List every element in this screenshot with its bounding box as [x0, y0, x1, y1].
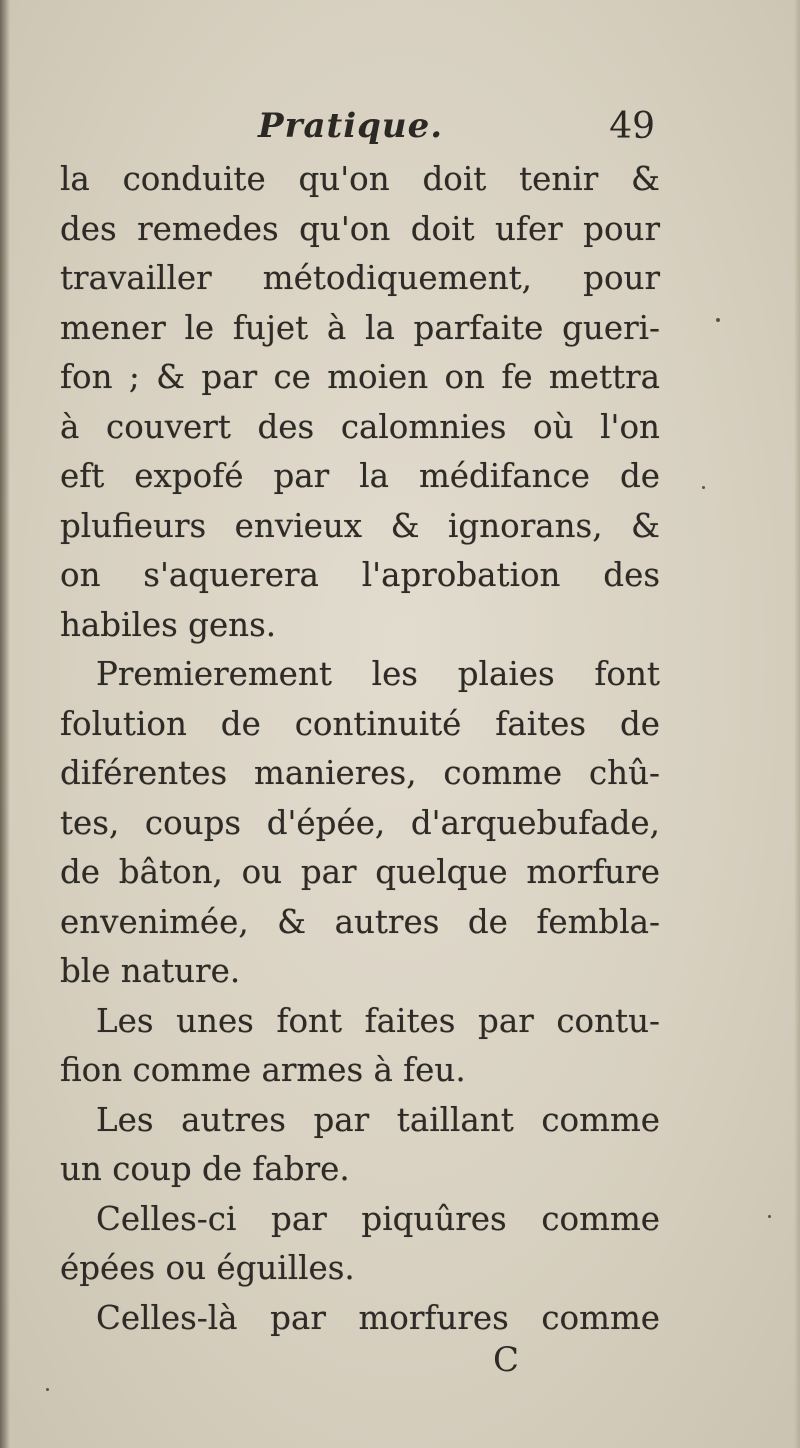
page-header — [60, 106, 655, 156]
page-gutter-shadow — [0, 0, 10, 1448]
text-line: à couvert des calomnies où l'on — [60, 407, 660, 446]
text-line: de bâton, ou par quelque morfure — [60, 853, 660, 891]
text-line: fon ; & par ce moien on fe mettra — [60, 358, 660, 396]
paper-speck — [702, 486, 705, 489]
text-line: des remedes qu'on doit ufer pour — [60, 209, 660, 248]
page-number: 49 — [609, 106, 655, 147]
text-line: tes, coups d'épée, d'arquebufade, — [60, 803, 660, 842]
paper-speck — [768, 1215, 771, 1218]
text-line: Premierement les plaies font — [96, 655, 660, 693]
text-line: Les unes font faites par contu- — [96, 1001, 660, 1040]
paper-speck — [46, 1388, 49, 1391]
body-text — [60, 155, 660, 1343]
text-line: envenimée, & autres de fembla- — [60, 902, 660, 941]
page-edge — [794, 0, 800, 1448]
paper-speck — [716, 318, 720, 322]
text-line: un coup de fabre. — [60, 1150, 350, 1188]
text-line: on s'aquerera l'aprobation des — [60, 556, 660, 594]
text-line: Les autres par taillant comme — [96, 1100, 660, 1139]
text-line: eft expofé par la médifance de — [60, 457, 660, 495]
text-line: habiles gens. — [60, 605, 277, 644]
text-line: plufieurs envieux & ignorans, & — [60, 506, 660, 545]
text-line: Celles-là par morfures comme — [96, 1298, 660, 1337]
text-line: la conduite qu'on doit tenir & — [60, 160, 660, 198]
text-line: Celles-ci par piquûres comme — [96, 1199, 660, 1238]
text-line: fion comme armes à feu. — [60, 1051, 466, 1089]
text-line: ble nature. — [60, 952, 241, 990]
text-line: diférentes manieres, comme chû- — [60, 754, 660, 792]
signature-mark: C — [493, 1340, 520, 1380]
text-line: folution de continuité faites de — [60, 704, 660, 743]
text-line: travailler métodiquement, pour — [60, 259, 660, 297]
text-line: épées ou éguilles. — [60, 1249, 355, 1287]
running-head: Pratique. — [258, 106, 444, 146]
text-line: mener le fujet à la parfaite gueri- — [60, 308, 660, 347]
